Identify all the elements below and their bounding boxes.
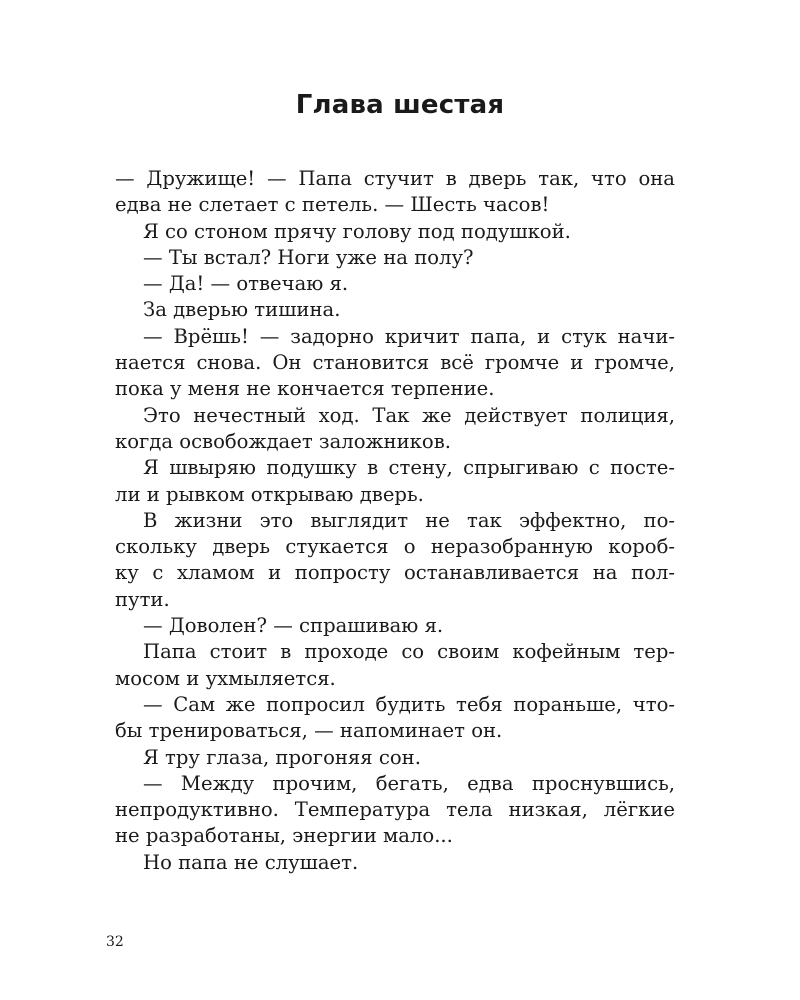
text-line: — Сам же попросил будить тебя пораньше, что- [143,692,675,716]
text-line: мосом и ухмыляется. [115,666,336,690]
text-line: непродуктивно. Температура тела низкая, лёгкие [115,798,675,822]
page-number: 32 [106,934,124,950]
text-line: — Доволен? — спрашиваю я. [143,614,444,638]
text-line: Но папа не слушает. [143,850,359,874]
text-line: В жизни это выглядит не так эффектно, по- [143,508,675,532]
text-line: скольку дверь стукается о неразобранную короб- [115,535,675,559]
text-line: — Да! — отвечаю я. [143,272,349,296]
text-line: ли и рывком открываю дверь. [115,482,424,506]
text-line: когда освобождает заложников. [115,429,451,453]
text-line: — Врёшь! — задорно кричит папа, и стук начи- [143,324,675,348]
text-line: Это нечестный ход. Так же действует полиция, [143,403,675,427]
text-line: ку с хламом и попросту останавливается на пол- [115,561,675,585]
chapter-title: Глава шестая [295,90,505,120]
text-line: нается снова. Он становится всё громче и громче, [115,351,675,375]
text-line: Я со стоном прячу голову под подушкой. [143,219,571,243]
text-line: не разработаны, энергии мало... [115,824,453,848]
text-line: пока у меня не кончается терпение. [115,377,495,401]
page-body [115,166,675,876]
text-line: пути. [115,587,170,611]
text-line: Я тру глаза, прогоняя сон. [143,745,421,769]
text-line: бы тренироваться, — напоминает он. [115,719,503,743]
text-line: Папа стоит в проходе со своим кофейным тер- [143,640,675,664]
text-line: Я швыряю подушку в стену, спрыгиваю с посте- [143,456,675,480]
text-line: — Дружище! — Папа стучит в дверь так, что она [115,167,675,190]
text-line: — Ты встал? Ноги уже на полу? [143,245,474,269]
text-line: — Между прочим, бегать, едва проснувшись, [143,771,675,795]
text-line: За дверью тишина. [143,298,341,322]
text-line: едва не слетает с петель. — Шесть часов! [115,193,550,217]
